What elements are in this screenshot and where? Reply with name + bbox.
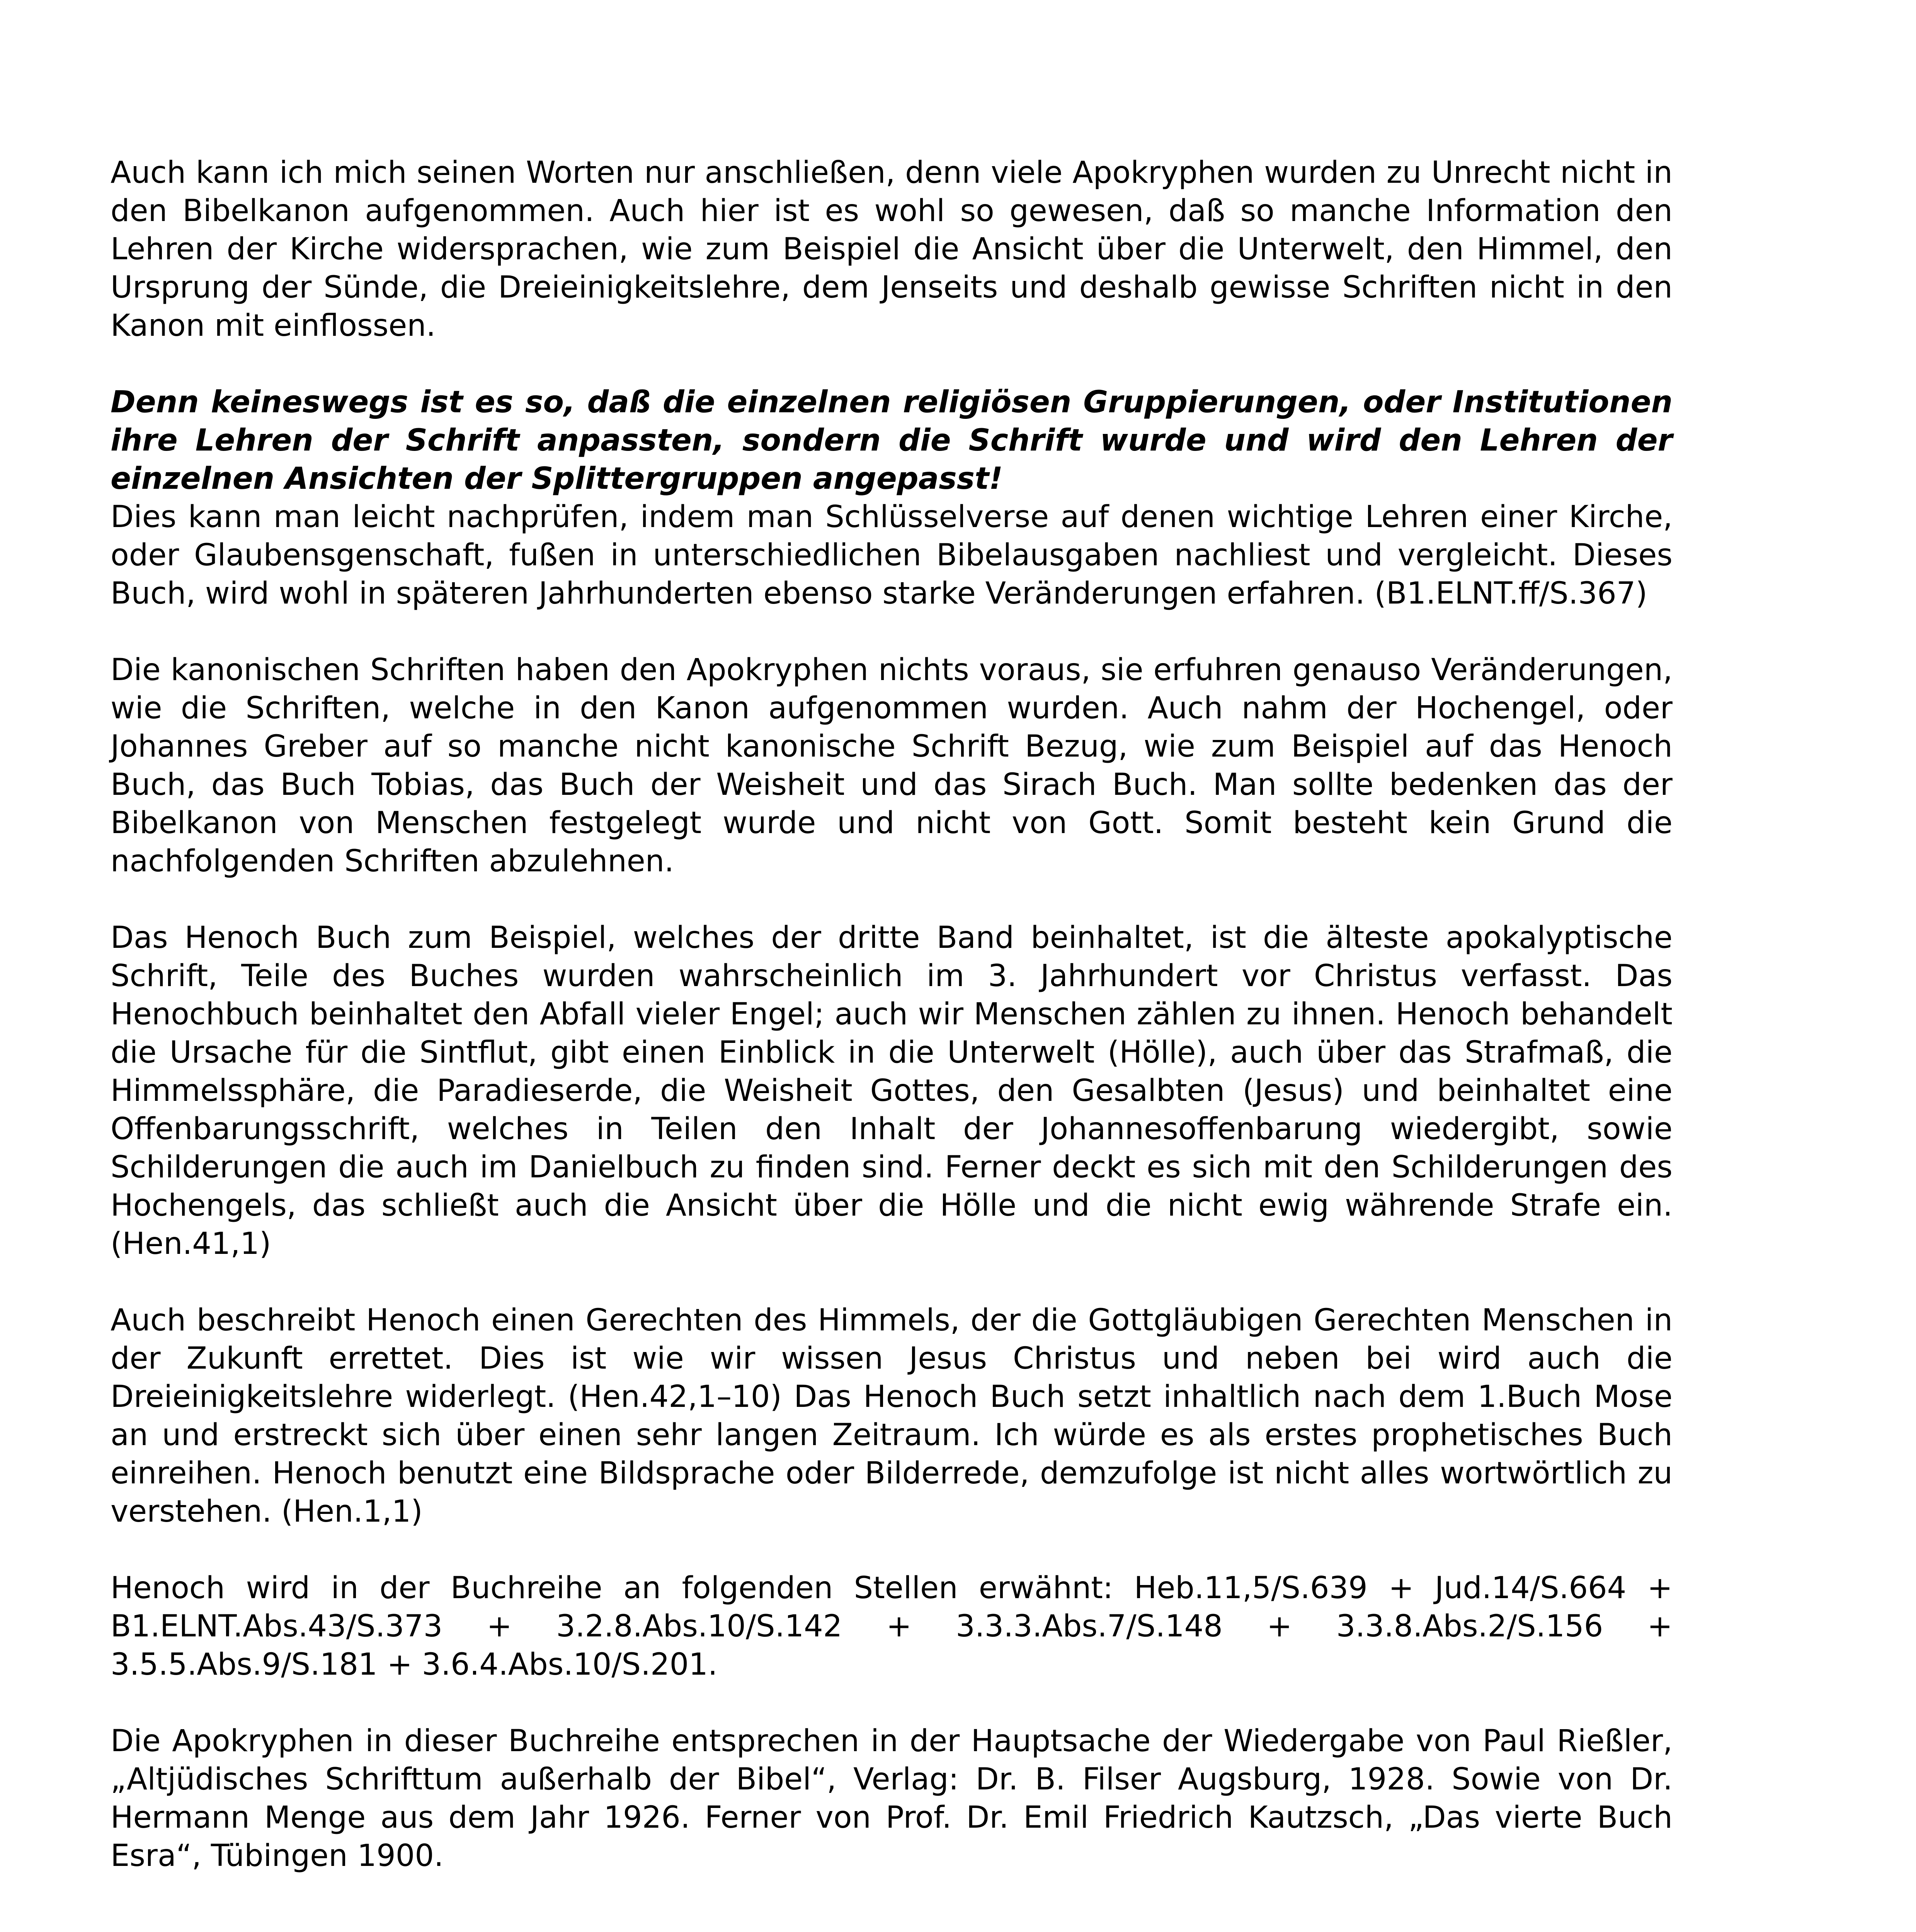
paragraph-spacer (111, 1684, 1673, 1722)
paragraph-kanonische-schriften: Die kanonischen Schriften haben den Apokryphen nichts voraus, sie erfuhren genauso Veränderungen, wie die Schriften, welche in den Kanon aufgenommen wurden. Auch nahm der Hochengel, oder Johannes Greber auf so manche nicht kanonische Schrift Bezug, wie zum Beispiel auf das Henoch Buch, das Buch Tobias, das Buch der Weisheit und das Sirach Buch. Man sollte bedenken das der Bibelkanon von Menschen festgelegt wurde und nicht von Gott. Somit besteht kein Grund die nachfolgenden Schriften abzulehnen. (111, 653, 1673, 879)
paragraph-spacer (111, 613, 1673, 651)
paragraph-spacer (111, 1531, 1673, 1569)
paragraph-henoch-buch: Das Henoch Buch zum Beispiel, welches der dritte Band beinhaltet, ist die älteste apokalyptische Schrift, Teile des Buches wurden wahrscheinlich im 3. Jahrhundert vor Christus verfasst. Das Henochbuch beinhaltet den Abfall vieler Engel; auch wir Menschen zählen zu ihnen. Henoch behandelt die Ursache für die Sintflut, gibt einen Einblick in die Unterwelt (Hölle), auch über das Strafmaß, die Himmelssphäre, die Paradieserde, die Weisheit Gottes, den Gesalbten (Jesus) und beinhaltet eine Offenbarungsschrift, welches in Teilen den Inhalt der Johannesoffenbarung wiedergibt, sowie Schilderungen die auch im Danielbuch zu finden sind. Ferner deckt es sich mit den Schilderungen des Hochengels, das schließt auch die Ansicht über die Hölle und die nicht ewig währende Strafe ein. (Hen.41,1) (111, 920, 1673, 1261)
paragraph-nachpruefen: Dies kann man leicht nachprüfen, indem man Schlüsselverse auf denen wichtige Lehren einer Kirche, oder Glaubensgenschaft, fußen in unterschiedlichen Bibelausgaben nachliest und vergleicht. Dieses Buch, wird wohl in späteren Jahrhunderten ebenso starke Veränderungen erfahren. (B1.ELNT.ff/S.367) (111, 500, 1673, 611)
paragraph-spacer (111, 1263, 1673, 1301)
paragraph-gerechter-des-himmels: Auch beschreibt Henoch einen Gerechten des Himmels, der die Gottgläubigen Gerechten Menschen in der Zukunft errettet. Dies ist wie wir wissen Jesus Christus und neben bei wird auch die Dreieinigkeitslehre widerlegt. (Hen.42,1–10) Das Henoch Buch setzt inhaltlich nach dem 1.Buch Mose an und erstreckt sich über einen sehr langen Zeitraum. Ich würde es als erstes prophetisches Buch einreihen. Henoch benutzt eine Bildsprache oder Bilderrede, demzufolge ist nicht alles wortwörtlich zu verstehen. (Hen.1,1) (111, 1303, 1673, 1529)
document-body (111, 154, 1673, 1875)
paragraph-quellen: Die Apokryphen in dieser Buchreihe entsprechen in der Hauptsache der Wiedergabe von Paul Rießler, „Altjüdisches Schrifttum außerhalb der Bibel“, Verlag: Dr. B. Filser Augsburg, 1928. Sowie von Dr. Hermann Menge aus dem Jahr 1926. Ferner von Prof. Dr. Emil Friedrich Kautzsch, „Das vierte Buch Esra“, Tübingen 1900. (111, 1724, 1673, 1873)
paragraph-emphasis: Denn keineswegs ist es so, daß die einzelnen religiösen Gruppierungen, oder Institutionen ihre Lehren der Schrift anpassten, sondern die Schrift wurde und wird den Lehren der einzelnen Ansichten der Splittergruppen angepasst! (111, 385, 1673, 496)
paragraph-henoch-stellen: Henoch wird in der Buchreihe an folgenden Stellen erwähnt: Heb.11,5/S.639 + Jud.14/S.664 + B1.ELNT.Abs.43/S.373 + 3.2.8.Abs.10/S.142 + 3.3.3.Abs.7/S.148 + 3.3.8.Abs.2/S.156 + 3.5.5.Abs.9/S.181 + 3.6.4.Abs.10/S.201. (111, 1571, 1673, 1682)
paragraph-spacer (111, 881, 1673, 919)
paragraph-spacer (111, 345, 1673, 383)
paragraph-apokryphen-intro: Auch kann ich mich seinen Worten nur anschließen, denn viele Apokryphen wurden zu Unrecht nicht in den Bibelkanon aufgenommen. Auch hier ist es wohl so gewesen, daß so manche Information den Lehren der Kirche widersprachen, wie zum Beispiel die Ansicht über die Unterwelt, den Himmel, den Ursprung der Sünde, die Dreieinigkeitslehre, dem Jenseits und deshalb gewisse Schriften nicht in den Kanon mit einflossen. (111, 155, 1673, 343)
